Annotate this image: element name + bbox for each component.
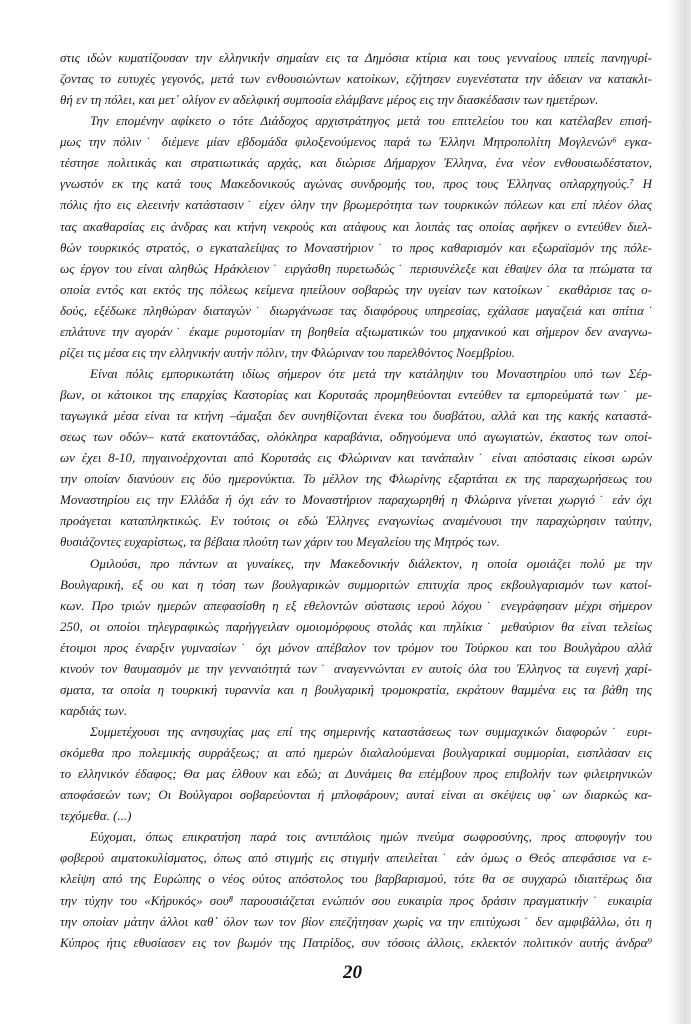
text-line: σματα, τα οποία η τουρκική τυραννία και η βουλγαρική τρομοκρατία, εκράτουν θαμμένα εις τα βάθη της [60,681,652,697]
text-line: σκόμεθα προ πολεμικής συρράξεως; αι από ημερών διαλαλούμεναι βουλγαρικαί συμμορίαι, εισπλάσαν εις [60,745,652,761]
body-text [60,47,652,953]
text-line: ταγωγικά μέσα είναι τα κτήνη –άμαξαι δεν συνηθίζονται ένεκα του δυσβάτου, αλλά και της κακής καταστά- [60,408,652,424]
text-line: βων, οι κάτοικοι της επαρχίας Καστορίας και Κορυτσάς προμηθεύονται εντεύθεν τα εμπορεύματά των˙ με- [60,387,652,402]
text-line: την τύχην του «Κήρυκός» σου⁸ παρουσιάζεται ενώπιόν σου ευκαιρία προς δράσιν πραγματικήν˙ ευκαιρία [60,892,652,908]
paragraph [60,826,652,952]
text-line: προάγεται καταπληκτικώς. Εν τούτοις οι εδώ Έλληνες εναγωνίως αναμένουσι την παραχώρησιν ταύτην, [60,513,652,529]
text-line: γνωστόν εκ της κατά τους Μακεδονικούς αγώνας συνδρομής του, προς τους Έλληνας οπλαρχηγούς.⁷ Η [60,176,652,192]
text-line: Ομιλούσι, προ πάντων αι γυναίκες, την Μακεδονικήν διάλεκτον, η οποία ομοιάζει πολύ με την [90,555,652,571]
text-line: αποφάσεών των; Οι Βούλγαροι σοβαρεύονται ή μπλοφάρουν; αυταί είναι αι σκέψεις υφ᾽ ων διαρκώς κα- [60,787,652,803]
text-line: ως έργον του είναι αληθώς Ηράκλειον˙ ειργάσθη πυρετωδώς˙ περισυνέλεξε και έθαψεν όλα τα πτώματα τα [60,260,652,276]
text-line: οποία εντός και εκτός της πόλεως κείμενα ηπείλουν σοβαρώς την υγείαν των κατοίκων˙ εκαθάρισε τας ο- [60,281,652,297]
text-line: φοβερού αιματοκυλίσματος, όπως από στιγμής εις στιγμήν απειλείται˙ εάν όμως ο Θεός απεφάσισε να ε- [60,850,652,866]
text-line: έτοιμοι προς έναρξιν γυμνασίων˙ όχι μόνον απέβαλον τον τρόμον του Τούρκου και του Βουλγάρου αλλά [60,639,652,655]
page-number: 20 [343,962,362,983]
text-line: δούς, εξέδωκε πληθώραν διαταγών˙ διωργάνωσε τας διαφόρους υπηρεσίας, εχάλασε μαγαζειά και σπίτια˙ [60,302,652,318]
text-line: θών τουρκικός στρατός, ο εγκαταλείψας το Μοναστήριον˙ το προς καθαρισμόν και εξωραϊσμόν της πόλε- [60,239,652,255]
text-line: κων. Προ τριών ημερών απεφασίσθη η εξ εθελοντών σύστασις ιερού λόχου˙ ενεγράφησαν μέχρι σήμερον [60,597,652,613]
text-line: τας ακαθαρσίας εις άνδρας και κτήνη νεκρούς και ατάφους και λοιπάς τας οποίας αφήκεν ο εντεύθεν διελ- [60,218,652,234]
text-line: κλείψη από της Ευρώπης ο νέος ούτος απόστολος του βαρβαρισμού, τότε θα σε συγχαρώ ιδιαιτέρως δια [60,871,652,887]
text-line: τέστησε πολιτικάς και στρατιωτικάς αρχάς, και διώρισε Δήμαρχον Έλληνα, ένα νέον ενθουσιωδέστατον, [60,155,652,171]
text-line: την οποίαν μάτην άλλοι καθ᾽ όλον των τον βίον επεζήτησαν χωρίς να την επιτύχωσι˙ δεν αμφιβάλλω, ότι η [60,913,652,929]
text-line: ζοντας το ευτυχές γεγονός, μετά των ενθουσιώντων κατοίκων, εζήτησεν ευγενέστατα την άδειαν να κατακλι- [60,71,652,87]
text-line: σεως των οδών– κατά εκατοντάδας, ολόκληρα καραβάνια, οδηγούμενα υπό αγωγιατών, έκαστος των οποί- [60,429,652,445]
text-line: Την επομένην αφίκετο ο τότε Διάδοχος αρχιστράτηγος μετά του επιτελείου του και κατέλαβεν επισή- [90,113,652,129]
text-line: πόλις ήτο εις ελεεινήν κατάστασιν˙ είχεν όλην την βρωμερότητα των τουρκικών πόλεων και επί πλέον όλας [60,197,652,213]
text-line: θυσιάζοντες ευχαρίστως, τα βέβαια πλούτη των χάριν του Μεγαλείου της Μητρός των. [60,534,500,550]
text-line: το ελληνικόν έδαφος; Θα μας έλθουν και εδώ; αι Δυνάμεις θα επέμβουν προς επιβολήν των φιλειρηνικών [60,766,652,782]
paragraph [60,47,652,110]
paragraph [60,110,652,363]
text-line: καρδιάς των. [60,702,128,718]
text-line: Συμμετέχουσι της ανησυχίας μας επί της σημερινής καταστάσεως των συμμαχικών διαφορών˙ ευρι- [90,724,652,739]
text-line: στις ιδών κυματίζουσαν την ελληνικήν σημαίαν εις τα Δημόσια κτίρια και τους γενναίους ιππείς πανηγυρί- [60,50,652,65]
text-line: Εύχομαι, όπως επικρατήση παρά τοις αντιπάλοις ημών πνεύμα σωφροσύνης, προς αποφυγήν του [90,829,652,845]
page-binding-shadow [667,0,691,1024]
text-line: τεχόμεθα. (...) [60,808,132,824]
paragraph [60,721,652,826]
text-line: κινούν τον θαυμασμόν με την γενναιότητά των˙ αναγεννώνται εν αυτοίς όλα του Έλληνος τα ευγενή χαρί- [60,660,652,676]
text-line: Είναι πόλις εμπορικωτάτη ιδίως σήμερον ότε μετά την κατάληψιν του Μοναστηρίου υπό των Σέρ- [90,365,652,381]
paragraph [60,553,652,722]
text-line: μως την πόλιν˙ διέμενε μίαν εβδομάδα φιλοξενούμενος παρά τω Έλληνι Μητροπολίτη Μογλενών⁶ εγκα- [60,134,652,150]
text-line: επλάτυνε την αγοράν˙ έκαμε ρυμοτομίαν τη βοηθεία αξιωματικών του μηχανικού και σήμερον δεν αναγνω- [60,323,652,339]
text-line: Κύπρος ήτις εθυσίασεν εις τον βωμόν της Πατρίδος, συν τόσοις άλλοις, εκλεκτόν πολιτικόν αυτής άνδρα⁹ [60,934,652,950]
text-line: 250, οι οποίοι τηλεγραφικώς παρήγγειλαν ομοιομόρφους στολάς και πηλίκια˙ μεθαύριον θα είναι τελείως [60,618,652,634]
text-line: Μοναστηρίου εις την Ελλάδα ή όχι εάν το Μοναστήριον παραχωρηθή η Φλώρινα γίνεται χωργιό˙ εάν όχι [60,492,652,508]
text-line: την οποίαν διανύουν εις δύο ημερονύκτια. Το μέλλον της Φλωρίνης εξαρτάται εκ της παραχωρήσεως του [60,471,652,487]
paragraph [60,363,652,553]
text-line: θή εν τη πόλει, και μετ᾽ ολίγον εν αδελφική συμποσία ελάμβανε μέρος εις την διασκέδασιν των ημετέρων. [60,92,599,108]
text-line: ων έχει 8-10, πηγαινοέρχονται από Κορυτσάς εις Φλώριναν και τανάπαλιν˙ είναι απόστασις είκοσι ωρών [60,450,652,466]
text-line: ρίζει τις μέσα εις την ελληνικήν αυτήν πόλιν, την Φλώριναν του παρελθόντος Νοεμβρίου. [60,344,515,360]
text-line: Βουλγαρική, εξ ου και η τόση των βουλγαρικών συμμοριτών επιτυχία προς εκβουλγαρισμόν των κατοί- [60,576,652,592]
